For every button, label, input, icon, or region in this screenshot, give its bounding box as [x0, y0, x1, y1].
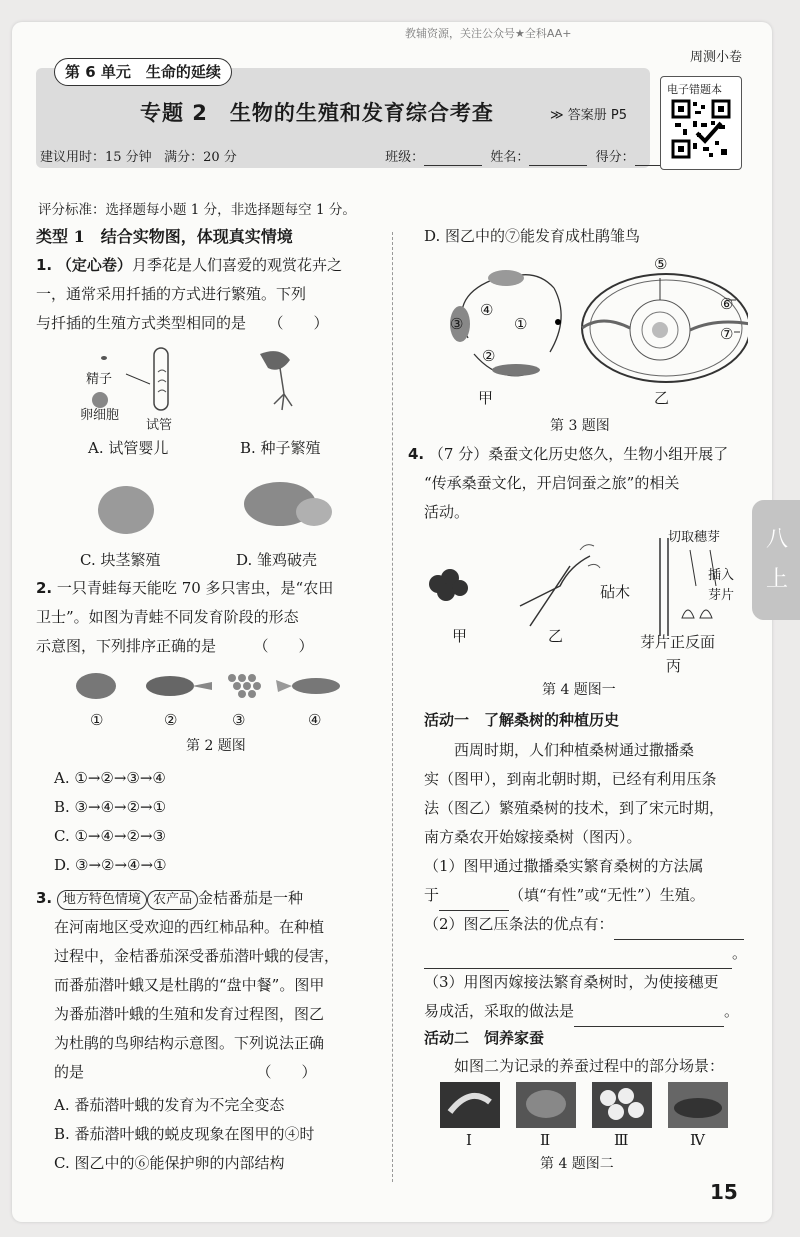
- q3-line-1: 金桔番茄是一种: [197, 889, 303, 907]
- corner-label: 周测小卷: [690, 50, 743, 65]
- q3-caption: 第 3 题图: [550, 418, 610, 434]
- q4-sub2-blank-2[interactable]: [424, 939, 732, 969]
- q4-fig-name-b: 乙: [548, 627, 564, 645]
- suggested-time: 建议用时：15 分钟: [40, 150, 152, 165]
- q4-line-3: 活动。: [424, 503, 470, 521]
- label-egg-cell: 卵细胞: [80, 408, 120, 423]
- q3-option-c[interactable]: C. 图乙中的⑥能保护卵的内部结构: [54, 1154, 285, 1172]
- question-2: [36, 574, 333, 603]
- q3-line-3: 过程中，金桔番茄深受番茄潜叶蛾的侵害，: [54, 947, 340, 965]
- q2-fig-label-1: ①: [90, 711, 104, 729]
- column-divider: [392, 232, 393, 1182]
- q3-figure: [428, 258, 748, 388]
- page-number: 15: [710, 1180, 738, 1204]
- qr-label: 电子错题本: [667, 83, 722, 96]
- section-heading: 类型 1 结合实物图，体现真实情境: [36, 227, 293, 246]
- q4-sub3-blank[interactable]: [574, 997, 724, 1027]
- q3-line-7: 的是 （ ）: [54, 1063, 317, 1081]
- q1-tag: （定心卷）: [56, 256, 132, 274]
- class-label: 班级：: [385, 150, 425, 165]
- q4-sub2-line: [424, 910, 744, 940]
- q1-option-d[interactable]: D. 雏鸡破壳: [236, 551, 318, 569]
- question-4: [408, 440, 728, 469]
- activity-1-heading: 活动一 了解桑树的种植历史: [424, 711, 620, 729]
- q4-sub3-text: 易成活，采取的做法是: [424, 1002, 575, 1020]
- q3-option-b[interactable]: B. 番茄潜叶蛾的蜕皮现象在图甲的④时: [54, 1125, 315, 1143]
- q4-para-line-1: 西周时期，人们种植桑树通过撒播桑: [454, 741, 695, 759]
- q4-para-line-3: 法（图乙）繁殖桑树的技术，到了宋元时期，: [424, 799, 725, 817]
- class-blank[interactable]: [424, 150, 482, 166]
- q2-option-b[interactable]: B. ③→④→②→①: [54, 798, 167, 816]
- activity-2-intro: 如图二为记录的养蚕过程中的部分场景：: [454, 1057, 725, 1075]
- q4-line-2: “传承桑蚕文化，开启饲蚕之旅”的相关: [424, 474, 680, 492]
- q4-sub1-line-1: （1）图甲通过撒播桑实繁育桑树的方法属: [424, 857, 704, 875]
- q4-caption-1: 第 4 题图一: [542, 682, 616, 698]
- q2-line-2: 卫士”。如图为青蛙不同发育阶段的形态: [36, 608, 299, 626]
- photo-label-1: Ⅰ: [466, 1131, 472, 1149]
- photo-label-2: Ⅱ: [540, 1131, 551, 1149]
- name-blank[interactable]: [529, 150, 587, 166]
- q3-number: 3.: [36, 889, 53, 907]
- activity-2-heading: 活动二 饲养家蚕: [424, 1029, 545, 1047]
- q3-fig-b-label-5: ⑤: [654, 255, 668, 273]
- q2-fig-label-2: ②: [164, 711, 178, 729]
- q2-fig-label-3: ③: [232, 711, 246, 729]
- label-sperm: 精子: [86, 372, 113, 387]
- q4-fig-name-a: 甲: [452, 627, 468, 645]
- scoring-rule: 评分标准：选择题每小题 1 分，非选择题每空 1 分。: [38, 202, 356, 218]
- side-tab-char-1: 八: [766, 527, 789, 552]
- question-3: [36, 884, 303, 913]
- q3-line-5: 为番茄潜叶蛾的生殖和发育过程图，图乙: [54, 1005, 325, 1023]
- q4-caption-2: 第 4 题图二: [540, 1156, 614, 1172]
- tuber-and-chick-illustration: [90, 470, 370, 540]
- name-label: 姓名：: [490, 150, 530, 165]
- q1-line-1: 月季花是人们喜爱的观赏花卉之: [131, 256, 342, 274]
- q3-fig-a-label-2: ②: [482, 347, 496, 365]
- top-watermark: 教辅资源，关注公众号★全科AA+: [405, 27, 572, 40]
- q4-sub2-text: （2）图乙压条法的优点有：: [424, 915, 614, 933]
- q4-sub1-blank[interactable]: [439, 881, 509, 911]
- q2-option-d[interactable]: D. ③→②→④→①: [54, 856, 167, 874]
- meta-row: [40, 146, 693, 166]
- label-bud-sides: 芽片正反面: [640, 633, 716, 651]
- q2-line-1: 一只青蛙每天能吃 70 多只害虫，是“农田: [56, 579, 334, 597]
- q1-line-3: 与扦插的生殖方式类型相同的是 （ ）: [36, 314, 329, 332]
- unit-label: 第 6 单元 生命的延续: [54, 58, 232, 86]
- q1-option-a[interactable]: A. 试管婴儿: [88, 439, 169, 457]
- q3-option-a[interactable]: A. 番茄潜叶蛾的发育为不完全变态: [54, 1096, 285, 1114]
- q4-fig-name-c: 丙: [666, 657, 682, 675]
- frog-stages-illustration: [72, 664, 352, 704]
- q2-caption: 第 2 题图: [186, 738, 246, 754]
- topic-title: 专题 2 生物的生殖和发育综合考查: [140, 101, 494, 125]
- q2-option-c[interactable]: C. ①→④→②→③: [54, 827, 166, 845]
- score-label: 得分：: [595, 150, 635, 165]
- q3-line-2: 在河南地区受欢迎的西红柿品种。在种植: [54, 918, 325, 936]
- q3-fig-name-a: 甲: [478, 389, 494, 407]
- photo-label-4: Ⅳ: [690, 1131, 705, 1149]
- q1-option-b[interactable]: B. 种子繁殖: [240, 439, 321, 457]
- q4-sub1-prefix: 于: [424, 886, 440, 904]
- ivf-illustration: [80, 344, 380, 432]
- q4-sub1-line-2: [424, 881, 705, 911]
- q1-number: 1.: [36, 256, 53, 274]
- q4-sub2-period: 。: [732, 944, 748, 962]
- label-test-tube: 试管: [146, 418, 173, 433]
- q3-product-tag: 农产品: [147, 890, 198, 910]
- q2-line-3: 示意图，下列排序正确的是 （ ）: [36, 637, 314, 655]
- q3-option-d[interactable]: D. 图乙中的⑦能发育成杜鹃雏鸟: [424, 227, 641, 245]
- label-bud-piece: 芽片: [708, 588, 735, 603]
- q3-fig-a-label-1: ①: [514, 315, 528, 333]
- q4-sub2-blank-1[interactable]: [614, 910, 744, 940]
- q3-line-4: 而番茄潜叶蛾又是杜鹃的“盘中餐”。图甲: [54, 976, 325, 994]
- qr-panel: [660, 76, 742, 170]
- q4-sub1-suffix: （填“有性”或“无性”）生殖。: [509, 886, 705, 904]
- photo-label-3: Ⅲ: [614, 1131, 629, 1149]
- q1-option-c[interactable]: C. 块茎繁殖: [80, 551, 161, 569]
- side-tab-char-2: 上: [766, 567, 789, 592]
- answer-reference: ≫ 答案册 P5: [550, 108, 627, 123]
- q4-sub2-line-2: [424, 939, 747, 969]
- qr-code-icon[interactable]: [671, 99, 731, 159]
- q3-fig-a-label-3: ③: [450, 315, 464, 333]
- label-rootstock: 砧木: [600, 583, 631, 601]
- q2-fig-label-4: ④: [308, 711, 322, 729]
- q4-line-1: （7 分）桑蚕文化历史悠久，生物小组开展了: [428, 445, 729, 463]
- q3-line-6: 为杜鹃的鸟卵结构示意图。下列说法正确: [54, 1034, 325, 1052]
- label-cut-scion: 切取穗芽: [668, 530, 721, 545]
- grade-side-tab: [752, 500, 800, 620]
- q2-option-a[interactable]: A. ①→②→③→④: [54, 769, 166, 787]
- q4-para-line-4: 南方桑农开始嫁接桑树（图丙）。: [424, 828, 642, 846]
- q4-sub3-line-1: （3）用图丙嫁接法繁育桑树时，为使接穗更: [424, 973, 719, 991]
- silkworm-photos: [440, 1082, 730, 1128]
- label-insert: 插入: [708, 568, 735, 583]
- q4-number: 4.: [408, 445, 425, 463]
- q3-fig-b-label-6: ⑥: [720, 295, 734, 313]
- q3-fig-name-b: 乙: [654, 389, 670, 407]
- q4-para-line-2: 实（图甲），到南北朝时期，已经有利用压条: [424, 770, 717, 788]
- full-score: 满分：20 分: [164, 150, 237, 165]
- q3-fig-b-label-7: ⑦: [720, 325, 734, 343]
- q3-fig-a-label-4: ④: [480, 301, 494, 319]
- q2-number: 2.: [36, 579, 53, 597]
- q4-sub3-line-2: [424, 997, 739, 1027]
- question-1: [36, 251, 342, 280]
- q3-context-tag: 地方特色情境: [57, 890, 147, 910]
- q4-sub3-period: 。: [724, 1002, 740, 1020]
- q1-line-2: 一，通常采用扦插的方式进行繁殖。下列: [36, 285, 307, 303]
